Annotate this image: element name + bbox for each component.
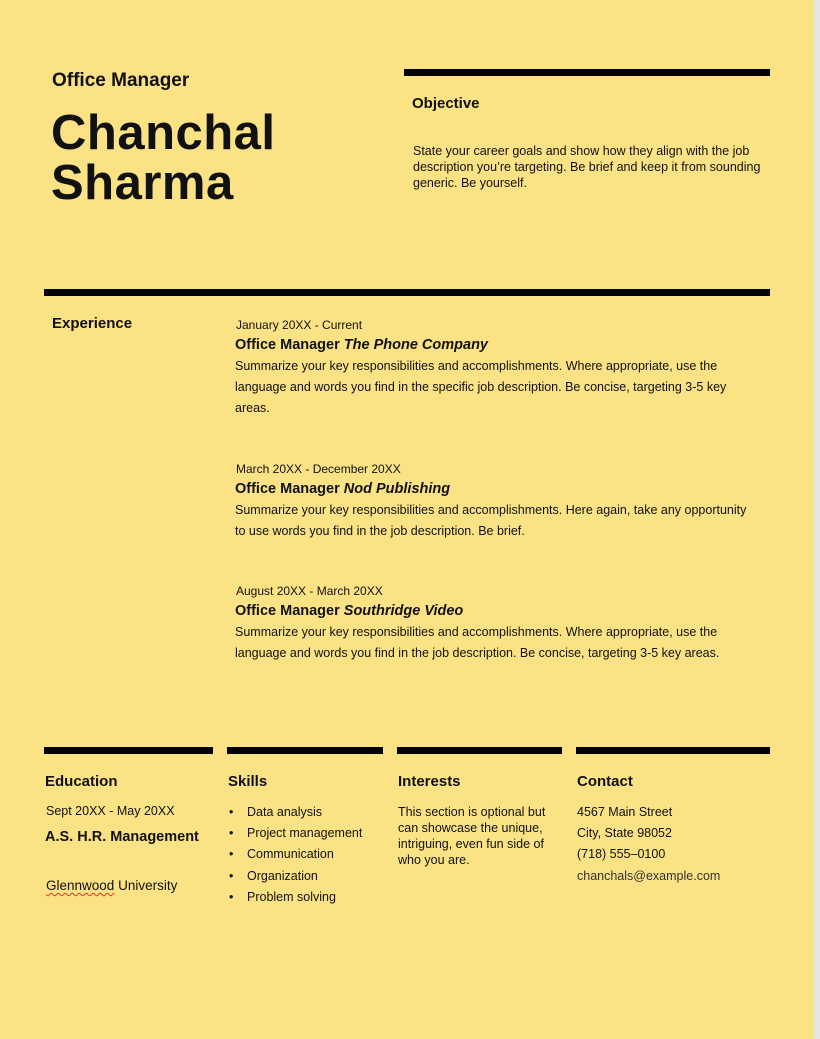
- contact-email[interactable]: chanchals@example.com: [577, 868, 721, 883]
- skill-item: • Project management: [229, 823, 362, 844]
- education-date: Sept 20XX - May 20XX: [46, 804, 175, 818]
- first-name: Chanchal: [51, 106, 276, 160]
- contact-divider: [576, 747, 770, 754]
- job-role-title: Office Manager: [52, 70, 190, 91]
- objective-text: State your career goals and show how they align with the job description you’re targeting. Be brief and keep it from sounding generic. Be yourself.: [413, 144, 761, 190]
- page-edge: [814, 0, 820, 1039]
- experience-heading: Experience: [52, 315, 133, 332]
- education-degree: A.S. H.R. Management: [45, 829, 199, 845]
- job-entry: [235, 318, 760, 419]
- job-company: Nod Publishing: [343, 481, 451, 497]
- education-heading: Education: [45, 773, 118, 790]
- job-date: August 20XX - March 20XX: [236, 584, 383, 598]
- education-divider: [44, 747, 213, 754]
- job-title: [235, 337, 760, 353]
- job-date: January 20XX - Current: [236, 318, 363, 332]
- interests-heading: Interests: [398, 773, 461, 790]
- job-company: Southridge Video: [343, 603, 464, 619]
- interests-text: This section is optional but can showcase the unique, intriguing, even fun side of who you are.: [398, 805, 546, 867]
- contact-info: [577, 802, 720, 887]
- skills-heading: Skills: [228, 773, 268, 790]
- job-position: Office Manager: [235, 337, 340, 353]
- skill-item: • Data analysis: [229, 802, 362, 823]
- interests-divider: [397, 747, 562, 754]
- job-position: Office Manager: [235, 603, 340, 619]
- skill-item: • Organization: [229, 866, 362, 887]
- contact-heading: Contact: [577, 773, 633, 790]
- skills-divider: [227, 747, 383, 754]
- job-description: Summarize your key responsibilities and accomplishments. Where appropriate, use the language and words you find in the job description. Be concise, targeting 3-5 key areas.: [235, 625, 720, 660]
- job-description: Summarize your key responsibilities and accomplishments. Where appropriate, use the language and words you find in the specific job description. Be concise, targeting 3-5 key areas.: [235, 359, 727, 415]
- candidate-name: [51, 108, 276, 208]
- education-school: [46, 878, 177, 893]
- school-suffix: University: [114, 878, 178, 893]
- contact-address-line2: City, State 98052: [577, 826, 672, 841]
- job-company: The Phone Company: [343, 337, 488, 353]
- objective-divider: [404, 69, 770, 76]
- school-name: Glennwood: [46, 878, 115, 893]
- skills-list: [229, 802, 362, 908]
- job-title: [235, 603, 760, 619]
- job-date: March 20XX - December 20XX: [236, 462, 401, 476]
- job-entry: [235, 462, 760, 542]
- job-description: Summarize your key responsibilities and accomplishments. Here again, take any opportunity to use words you find in the job description. Be brief.: [235, 503, 747, 538]
- job-entry: [235, 584, 760, 664]
- skill-item: • Problem solving: [229, 887, 362, 908]
- experience-divider: [44, 289, 770, 296]
- contact-phone: (718) 555–0100: [577, 847, 666, 862]
- contact-address-line1: 4567 Main Street: [577, 805, 673, 819]
- job-position: Office Manager: [235, 481, 340, 497]
- job-title: [235, 481, 760, 497]
- objective-heading: Objective: [412, 95, 480, 112]
- last-name: Sharma: [51, 156, 234, 210]
- skill-item: • Communication: [229, 844, 362, 865]
